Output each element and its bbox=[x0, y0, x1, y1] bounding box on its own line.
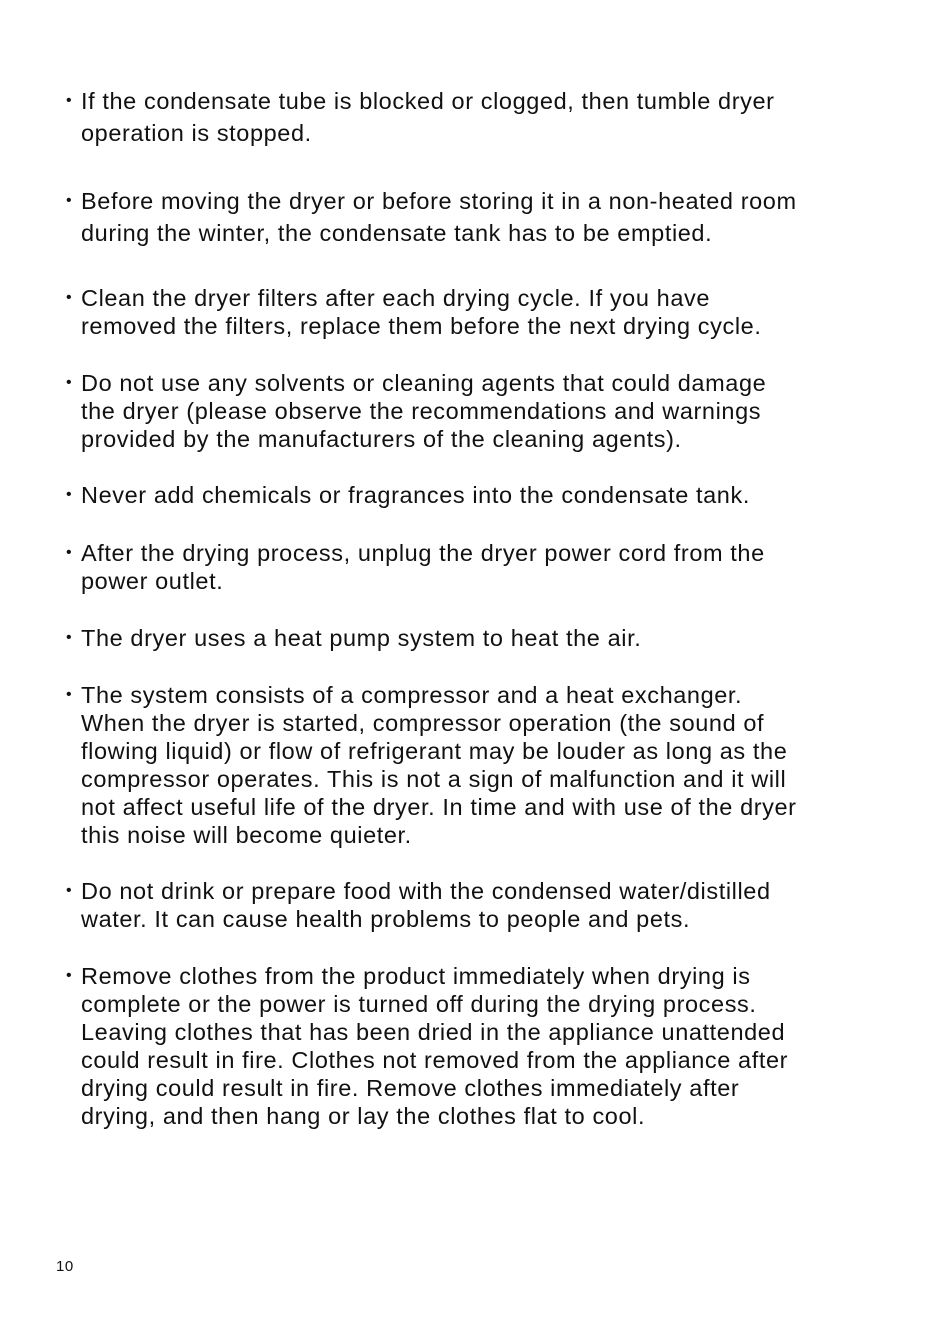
bullet-item bbox=[66, 284, 863, 340]
bullet-item bbox=[66, 962, 863, 1130]
bullet-item bbox=[66, 877, 863, 933]
text-line: this noise will become quieter. bbox=[81, 822, 412, 848]
text-line: provided by the manufacturers of the cleaning agents). bbox=[81, 426, 682, 452]
text-line: complete or the power is turned off during the drying process. bbox=[81, 991, 757, 1017]
text-line: Do not use any solvents or cleaning agents that could damage bbox=[81, 370, 767, 396]
text-line: Leaving clothes that has been dried in the appliance unattended bbox=[81, 1019, 786, 1045]
bullet-item bbox=[66, 369, 863, 453]
bullet-text bbox=[81, 681, 863, 849]
text-line: Remove clothes from the product immediately when drying is bbox=[81, 963, 751, 989]
text-line: When the dryer is started, compressor operation (the sound of bbox=[81, 710, 765, 736]
bullet-text bbox=[81, 481, 863, 509]
bullet-item bbox=[66, 187, 863, 247]
text-line: could result in fire. Clothes not removed from the appliance after bbox=[81, 1047, 789, 1073]
text-line: Never add chemicals or fragrances into the condensate tank. bbox=[81, 482, 750, 508]
text-line: Do not drink or prepare food with the condensed water/distilled bbox=[81, 878, 771, 904]
bullet-text bbox=[81, 624, 863, 652]
bullet-marker: • bbox=[66, 289, 73, 306]
text-line: After the drying process, unplug the dryer power cord from the bbox=[81, 540, 765, 566]
text-line: Clean the dryer filters after each drying cycle. If you have bbox=[81, 285, 711, 311]
text-line: Before moving the dryer or before storing it in a non-heated room bbox=[81, 188, 797, 214]
bullet-text bbox=[81, 87, 863, 147]
text-line: removed the filters, replace them before the next drying cycle. bbox=[81, 313, 762, 339]
text-line: drying could result in fire. Remove clothes immediately after bbox=[81, 1075, 740, 1101]
bullet-marker: • bbox=[66, 486, 73, 503]
bullet-marker: • bbox=[66, 544, 73, 561]
bullet-marker: • bbox=[66, 967, 73, 984]
bullet-marker: • bbox=[66, 374, 73, 391]
text-line: flowing liquid) or flow of refrigerant may be louder as long as the bbox=[81, 738, 788, 764]
text-line: water. It can cause health problems to people and pets. bbox=[81, 906, 691, 932]
text-line: compressor operates. This is not a sign of malfunction and it will bbox=[81, 766, 787, 792]
page-number: 10 bbox=[56, 1258, 74, 1275]
bullet-text bbox=[81, 369, 863, 453]
bullet-text bbox=[81, 877, 863, 933]
bullet-text bbox=[81, 962, 863, 1130]
text-line: If the condensate tube is blocked or clogged, then tumble dryer bbox=[81, 88, 775, 114]
text-line: during the winter, the condensate tank has to be emptied. bbox=[81, 220, 713, 246]
bullet-text bbox=[81, 187, 863, 247]
bullet-marker: • bbox=[66, 192, 73, 209]
text-line: drying, and then hang or lay the clothes flat to cool. bbox=[81, 1103, 646, 1129]
bullet-marker: • bbox=[66, 629, 73, 646]
bullet-marker: • bbox=[66, 882, 73, 899]
bullet-item bbox=[66, 681, 863, 849]
bullet-item bbox=[66, 539, 863, 595]
bullet-item bbox=[66, 624, 863, 652]
text-line: The dryer uses a heat pump system to heat the air. bbox=[81, 625, 642, 651]
text-line: The system consists of a compressor and a heat exchanger. bbox=[81, 682, 743, 708]
text-line: operation is stopped. bbox=[81, 120, 312, 146]
bullet-marker: • bbox=[66, 92, 73, 109]
bullet-text bbox=[81, 539, 863, 595]
text-line: the dryer (please observe the recommendations and warnings bbox=[81, 398, 762, 424]
text-line: not affect useful life of the dryer. In time and with use of the dryer bbox=[81, 794, 797, 820]
bullet-text bbox=[81, 284, 863, 340]
bullet-marker: • bbox=[66, 686, 73, 703]
bullet-item bbox=[66, 481, 863, 509]
bullet-item bbox=[66, 87, 863, 147]
text-line: power outlet. bbox=[81, 568, 224, 594]
